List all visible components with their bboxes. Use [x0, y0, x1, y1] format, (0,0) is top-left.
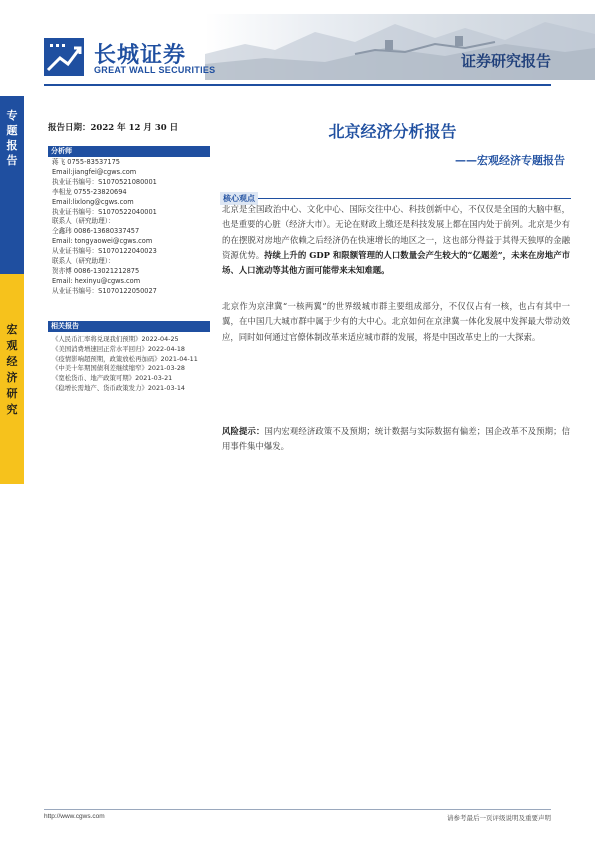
footer-divider: [44, 809, 551, 810]
related-report-item[interactable]: 《人民币汇率将兑现我们预期》2022-04-25: [52, 335, 179, 343]
core-views-label: 核心观点: [220, 192, 258, 205]
analyst-line: 蒋飞 0755-83537175: [52, 158, 121, 166]
related-report-item[interactable]: 《疫情影响超预期，政策放松再加码》2021-04-11: [52, 354, 198, 363]
sidebar-mid-char: 经: [6, 355, 18, 368]
analyst-line[interactable]: Email:lixlong@cgws.com: [52, 197, 134, 206]
sidebar-top-char: 题: [6, 124, 18, 137]
analyst-line[interactable]: Email: tongyaowei@cgws.com: [52, 237, 153, 246]
related-report-item[interactable]: 《宽松货币、地产政策可期》2021-03-21: [52, 374, 173, 383]
sidebar-top-char: 专: [6, 109, 18, 122]
risk-warning-label: 风险提示：: [222, 426, 265, 436]
logo-icon: [44, 38, 84, 76]
analyst-line: 仝鑫玮 0086-13680337457: [52, 227, 140, 236]
related-report-item[interactable]: 《中美十年期国债利差继续缩窄》2021-03-28: [52, 364, 185, 373]
sidebar-mid-label: [0, 322, 24, 418]
sidebar-mid-char: 观: [6, 339, 18, 352]
analyst-line: 贺亦博 0086-13021212875: [52, 266, 140, 275]
analyst-line: 联系人（研究助理）：: [52, 257, 115, 266]
footer-url[interactable]: http://www.cgws.com: [44, 813, 105, 820]
analysts-heading: 分析师: [48, 146, 210, 157]
risk-warning-text: 国内宏观经济政策不及预期；统计数据与实际数据有偏差；国企改革不及预期；信用事件集中爆发。: [222, 426, 570, 452]
related-report-item[interactable]: 《稳增长需地产、货币政策发力》2021-03-14: [52, 383, 185, 392]
core-views-heading: [220, 186, 571, 203]
sidebar-top-char: 告: [6, 154, 18, 167]
analyst-line: 李相龙 0755-23820694: [52, 187, 127, 196]
analysts-list: [52, 158, 212, 297]
logo-text-cn: 长城证券: [94, 43, 187, 68]
sidebar-mid-char: 研: [6, 387, 18, 400]
sidebar-mid-char: 宏: [6, 323, 18, 336]
core-paragraph-1: [222, 202, 570, 278]
related-report-item[interactable]: 《美国消费增速回正常水平回归》2022-04-18: [52, 344, 185, 353]
page-subtitle: ——宏观经济专题报告: [455, 154, 565, 167]
core-paragraph-1-emphasis: 持续上升的 GDP 和限额管理的人口数量会产生较大的“亿题差”，未来在房地产市场、人口流动等其他方面可能带来未知难题。: [222, 249, 570, 276]
analyst-line[interactable]: Email: hexinyu@cgws.com: [52, 276, 141, 285]
analyst-line[interactable]: Email:jiangfei@cgws.com: [52, 167, 137, 176]
header-divider: [44, 84, 551, 86]
sidebar-top-char: 报: [6, 139, 18, 152]
analyst-line: 联系人（研究助理）：: [52, 217, 115, 226]
page-title: 北京经济分析报告: [328, 122, 457, 141]
report-date: 报告日期：2022 年 12 月 30 日: [48, 123, 179, 133]
core-paragraph-1-text: 北京是全国政治中心、文化中心、国际交往中心、科技创新中心，不仅仅是全国的大脑中枢，也是重要的心脏（经济大市）。无论在财政上缴还是科技发展上都在国内处于前列。北京是少有的在摆脱对房地产依赖之后经济仍在快速增长的地区之一，这也部分得益于其得天独厚的金融资源优势。: [222, 204, 570, 260]
footer-disclaimer: 请参考最后一页评级说明及重要声明: [447, 814, 551, 822]
analyst-line: 执业证书编号：S1070521080001: [52, 177, 157, 186]
related-reports-heading: 相关报告: [48, 321, 210, 332]
analyst-line: 执业证书编号：S1070522040001: [52, 207, 157, 216]
report-type: 证券研究报告: [460, 52, 551, 70]
page-header: [0, 0, 595, 96]
sidebar-top-label: [0, 108, 24, 168]
core-paragraph-2: 北京作为京津冀“一核两翼”的世界级城市群主要组成部分，不仅仅占有一核，也占有其中一翼，在中国几大城市群中属于少有的大中心。北京如何在京津冀一体化发展中发挥最大带动效应，同时如何通过官僚体制改革来适应城市群的发展，将是中国改革史上的一大探索。: [222, 301, 570, 342]
analyst-line: 从业证书编号：S1070122040023: [52, 247, 157, 256]
sidebar-mid-char: 济: [6, 371, 18, 384]
risk-warning: [222, 424, 570, 455]
sidebar-mid-char: 究: [6, 403, 18, 416]
analyst-line: 从业证书编号：S1070122050027: [52, 286, 157, 295]
related-reports-list: [52, 335, 212, 394]
logo-text-en: GREAT WALL SECURITIES: [94, 65, 216, 75]
